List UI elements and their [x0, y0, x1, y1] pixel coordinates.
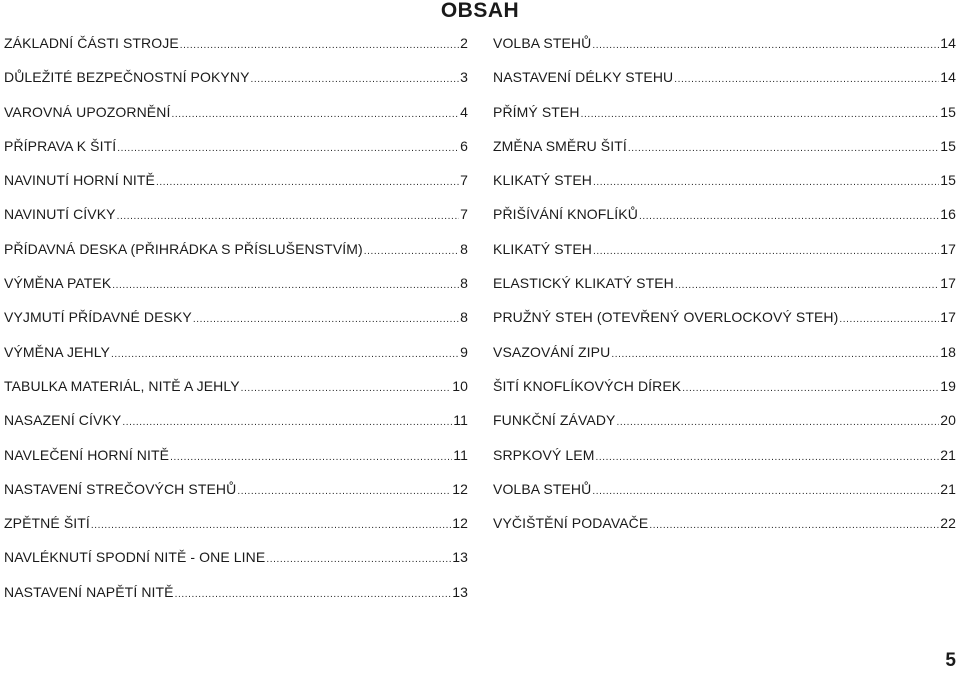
- toc-entry-label: VOLBA STEHŮ: [493, 480, 592, 497]
- dot-leader: [91, 513, 451, 536]
- toc-entry-label: ŠITÍ KNOFLÍKOVÝCH DÍREK: [493, 377, 682, 394]
- toc-entry-page: 22: [940, 515, 956, 532]
- toc-entry-page: 19: [940, 377, 956, 394]
- toc-entry-label: PŘÍMÝ STEH: [493, 103, 580, 120]
- toc-entry-label: NASTAVENÍ NAPĚTÍ NITĚ: [4, 583, 174, 600]
- toc-entry-page: 17: [940, 275, 956, 292]
- toc-entry-label: NASTAVENÍ DÉLKY STEHU: [493, 69, 674, 86]
- toc-entry: [4, 410, 468, 444]
- toc-entry: [493, 102, 956, 136]
- toc-entry: [493, 479, 956, 513]
- toc-entry-label: VYJMUTÍ PŘÍDAVNÉ DESKY: [4, 309, 192, 326]
- dot-leader: [117, 136, 459, 159]
- toc-entry: [493, 136, 956, 170]
- dot-leader: [617, 410, 940, 433]
- toc-entry-label: VSAZOVÁNÍ ZIPU: [493, 343, 611, 360]
- toc-entry-label: NASTAVENÍ STREČOVÝCH STEHŮ: [4, 480, 237, 497]
- toc-entry: [4, 239, 468, 273]
- toc-entry-page: 6: [460, 137, 468, 154]
- dot-leader: [111, 342, 459, 365]
- toc-entry-label: ELASTICKÝ KLIKATÝ STEH: [493, 275, 674, 292]
- toc-entry: [493, 170, 956, 204]
- dot-leader: [682, 376, 939, 399]
- toc-entry-label: ZÁKLADNÍ ČÁSTI STROJE: [4, 35, 179, 51]
- toc-entry-label: SRPKOVÝ LEM: [493, 446, 595, 463]
- toc-entry: [4, 204, 468, 238]
- toc-entry-label: PŘIŠÍVÁNÍ KNOFLÍKŮ: [493, 206, 638, 223]
- toc-entry-page: 9: [460, 343, 468, 360]
- toc-entry: [493, 273, 956, 307]
- toc-entry: [4, 479, 468, 513]
- toc-entry-page: 20: [940, 412, 956, 429]
- toc-entry-label: FUNKČNÍ ZÁVADY: [493, 412, 616, 429]
- dot-leader: [117, 204, 460, 227]
- toc-entry: [4, 582, 468, 616]
- toc-entry: [4, 273, 468, 307]
- page-title: OBSAH: [440, 0, 520, 22]
- dot-leader: [170, 445, 452, 468]
- toc-entry-label: VYČIŠTĚNÍ PODAVAČE: [493, 515, 649, 532]
- dot-leader: [180, 33, 459, 56]
- toc-entry-page: 18: [940, 343, 956, 360]
- toc-entry: [493, 376, 956, 410]
- toc-entry-label: NAVLÉKNUTÍ SPODNÍ NITĚ - ONE LINE: [4, 549, 266, 566]
- toc-entry-page: 12: [452, 515, 468, 532]
- toc-entry: [493, 67, 956, 101]
- toc-entry-label: PŘÍPRAVA K ŠITÍ: [4, 137, 117, 154]
- dot-leader: [175, 582, 452, 605]
- toc-entry: [493, 410, 956, 444]
- toc-entry-label: DŮLEŽITÉ BEZPEČNOSTNÍ POKYNY: [4, 69, 250, 86]
- toc-entry: [493, 204, 956, 238]
- dot-leader: [628, 136, 939, 159]
- dot-leader: [156, 170, 459, 193]
- toc-entry-label: ZMĚNA SMĚRU ŠITÍ: [493, 137, 627, 154]
- toc-entry: [493, 342, 956, 376]
- dot-leader: [639, 204, 939, 227]
- toc-right-column: [493, 33, 956, 547]
- toc-entry-page: 7: [460, 172, 468, 189]
- dot-leader: [237, 479, 451, 502]
- toc-entry-label: PRUŽNÝ STEH (OTEVŘENÝ OVERLOCKOVÝ STEH): [493, 309, 839, 326]
- toc-entry: [4, 170, 468, 204]
- toc-entry-page: 15: [940, 137, 956, 154]
- dot-leader: [251, 67, 460, 90]
- toc-entry-page: 16: [940, 206, 956, 223]
- dot-leader: [595, 445, 939, 468]
- toc-entry-page: 14: [940, 35, 956, 51]
- toc-entry: [493, 33, 956, 67]
- toc-entry-page: 21: [940, 480, 956, 497]
- toc-entry: [4, 547, 468, 581]
- dot-leader: [241, 376, 452, 399]
- toc-entry-label: NAVINUTÍ HORNÍ NITĚ: [4, 172, 155, 189]
- toc-entry-label: VÝMĚNA JEHLY: [4, 343, 110, 360]
- toc-entry-page: 17: [940, 309, 956, 326]
- toc-entry-label: ZPĚTNÉ ŠITÍ: [4, 515, 90, 532]
- toc-entry: [493, 307, 956, 341]
- toc-entry: [4, 513, 468, 547]
- toc-entry: [493, 445, 956, 479]
- toc-entry-page: 2: [460, 35, 468, 51]
- toc-entry-page: 11: [453, 446, 468, 463]
- dot-leader: [364, 239, 459, 262]
- toc-entry-page: 7: [460, 206, 468, 223]
- toc-entry: [4, 67, 468, 101]
- toc-entry-label: KLIKATÝ STEH: [493, 240, 592, 257]
- dot-leader: [122, 410, 452, 433]
- dot-leader: [593, 170, 939, 193]
- toc-entry: [493, 239, 956, 273]
- dot-leader: [592, 33, 939, 56]
- toc-entry-label: NAVLEČENÍ HORNÍ NITĚ: [4, 446, 170, 463]
- toc-left-column: [4, 33, 468, 616]
- toc-entry: [4, 445, 468, 479]
- toc-entry-page: 13: [452, 583, 468, 600]
- toc-entry: [4, 342, 468, 376]
- toc-entry: [4, 307, 468, 341]
- dot-leader: [675, 273, 939, 296]
- toc-entry: [4, 102, 468, 136]
- toc-entry-page: 8: [460, 309, 468, 326]
- toc-entry-label: NAVINUTÍ CÍVKY: [4, 206, 116, 223]
- dot-leader: [581, 102, 940, 125]
- toc-entry: [4, 136, 468, 170]
- toc-entry: [4, 33, 468, 67]
- toc-entry-page: 8: [460, 240, 468, 257]
- toc-entry-page: 10: [452, 377, 468, 394]
- toc-entry-page: 13: [452, 549, 468, 566]
- toc-entry-page: 3: [460, 69, 468, 86]
- toc-entry-label: VÝMĚNA PATEK: [4, 275, 112, 292]
- toc-entry-label: KLIKATÝ STEH: [493, 172, 592, 189]
- toc-entry: [493, 513, 956, 547]
- toc-entry-label: TABULKA MATERIÁL, NITĚ A JEHLY: [4, 377, 240, 394]
- dot-leader: [112, 273, 459, 296]
- toc-entry-label: PŘÍDAVNÁ DESKA (PŘIHRÁDKA S PŘÍSLUŠENSTVÍM): [4, 240, 363, 257]
- dot-leader: [171, 102, 459, 125]
- toc-entry-page: 14: [940, 69, 956, 86]
- toc-entry-page: 17: [940, 240, 956, 257]
- dot-leader: [593, 239, 939, 262]
- dot-leader: [839, 307, 939, 330]
- toc-entry-page: 4: [460, 103, 468, 120]
- dot-leader: [674, 67, 939, 90]
- toc-entry-page: 15: [940, 172, 956, 189]
- dot-leader: [649, 513, 939, 536]
- dot-leader: [266, 547, 451, 570]
- page-number: 5: [945, 650, 956, 671]
- toc-entry: [4, 376, 468, 410]
- toc-entry-page: 15: [940, 103, 956, 120]
- toc-entry-label: VOLBA STEHŮ: [493, 35, 592, 51]
- toc-entry-label: VAROVNÁ UPOZORNĚNÍ: [4, 103, 171, 120]
- toc-entry-page: 11: [453, 412, 468, 429]
- toc-entry-page: 8: [460, 275, 468, 292]
- toc-entry-page: 12: [452, 480, 468, 497]
- toc-entry-label: NASAZENÍ CÍVKY: [4, 412, 122, 429]
- toc-entry-page: 21: [940, 446, 956, 463]
- dot-leader: [611, 342, 939, 365]
- dot-leader: [592, 479, 939, 502]
- dot-leader: [193, 307, 459, 330]
